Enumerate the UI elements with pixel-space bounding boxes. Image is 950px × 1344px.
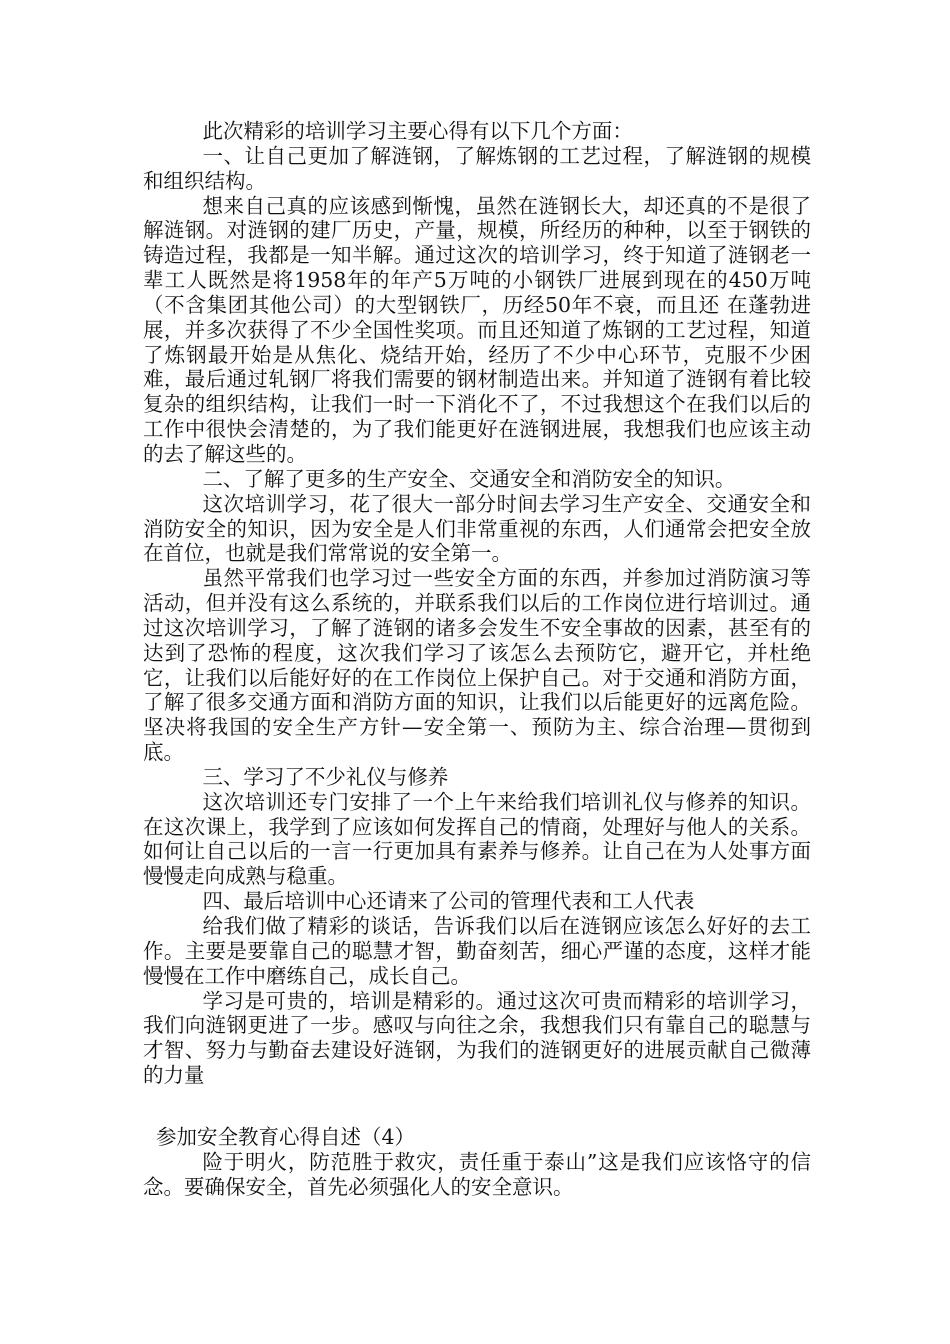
paragraph-point-four-heading: 四、最后培训中心还请来了公司的管理代表和工人代表 [202,889,695,914]
paragraph-conclusion: 学习是可贵的，培训是精彩的。通过这次可贵而精彩的培训学习，我们向涟钢更进了一步。感叹与向往之余，我想我们只有靠自己的聪慧与才智、努力与勤奋去建设好涟钢，为我们的涟钢更好的进展贡献自己微薄的力量 [143,988,811,1088]
paragraph-point-three-body: 这次培训还专门安排了一个上午来给我们培训礼仪与修养的知识。在这次课上，我学到了应该如何发挥自己的情商，处理好与他人的关系。如何让自己以后的一言一行更加具有素养与修养。让自己在为人处事方面慢慢走向成熟与稳重。 [143,789,811,889]
paragraph-point-two-body-2: 虽然平常我们也学习过一些安全方面的东西，并参加过消防演习等活动，但并没有这么系统的，并联系我们以后的工作岗位进行培训过。通过这次培训学习，了解了涟钢的诸多会发生不安全事故的因素，甚至有的达到了恐怖的程度，这次我们学习了该怎么去预防它，避开它，并杜绝它，让我们以后能好好的在工作岗位上保护自己。对于交通和消防方面，了解了很多交通方面和消防方面的知识，让我们以后能更好的远离危险。坚决将我国的安全生产方针—安全第一、预防为主、综合治理—贯彻到底。 [143,566,811,765]
section-spacer [143,1088,811,1125]
paragraph-intro: 此次精彩的培训学习主要心得有以下几个方面： [202,119,633,143]
paragraph-point-two-body-1: 这次培训学习，花了很大一部分时间去学习生产安全、交通安全和消防安全的知识，因为安全是人们非常重视的东西，人们通常会把安全放在首位，也就是我们常常说的安全第一。 [143,491,811,566]
paragraph-point-three-heading: 三、学习了不少礼仪与修养 [202,764,449,789]
section-title: 参加安全教育心得自述（4） [156,1124,416,1149]
paragraph-point-four-body: 给我们做了精彩的谈话，告诉我们以后在涟钢应该怎么好好的去工作。主要是要靠自己的聪慧才智，勤奋刻苦，细心严谨的态度，这样才能慢慢在工作中磨练自己，成长自己。 [143,914,811,988]
document-body [143,119,811,1199]
section-paragraph: 险于明火，防范胜于救灾，责任重于泰山”这是我们应该恪守的信念。要确保安全，首先必须强化人的安全意识。 [143,1149,811,1199]
paragraph-point-one-body: 想来自己真的应该感到惭愧，虽然在涟钢长大，却还真的不是很了解涟钢。对涟钢的建厂历史，产量，规模，所经历的种种，以至于钢铁的铸造过程，我都是一知半解。通过这次的培训学习，终于知道了涟钢老一辈工人既然是将1958年的年产5万吨的小钢铁厂进展到现在的450万吨（不含集团其他公司）的大型钢铁厂，历经50年不衰，而且还 在蓬勃进展，并多次获得了不少全国性奖项。而且还知道了炼钢的工艺过程，知道了炼钢最开始是从焦化、烧结开始，经历了不少中心环节，克服不少困难，最后通过轧钢厂将我们需要的钢材制造出来。并知道了涟钢有着比较复杂的组织结构，让我们一时一下消化不了，不过我想这个在我们以后的工作中很快会清楚的，为了我们能更好在涟钢进展，我想我们也应该主动的去了解这些的。 [143,193,811,466]
paragraph-point-two-heading: 二、了解了更多的生产安全、交通安全和消防安全的知识。 [202,466,736,491]
paragraph-point-one-heading: 一、让自己更加了解涟钢，了解炼钢的工艺过程，了解涟钢的规模和组织结构。 [143,143,811,193]
